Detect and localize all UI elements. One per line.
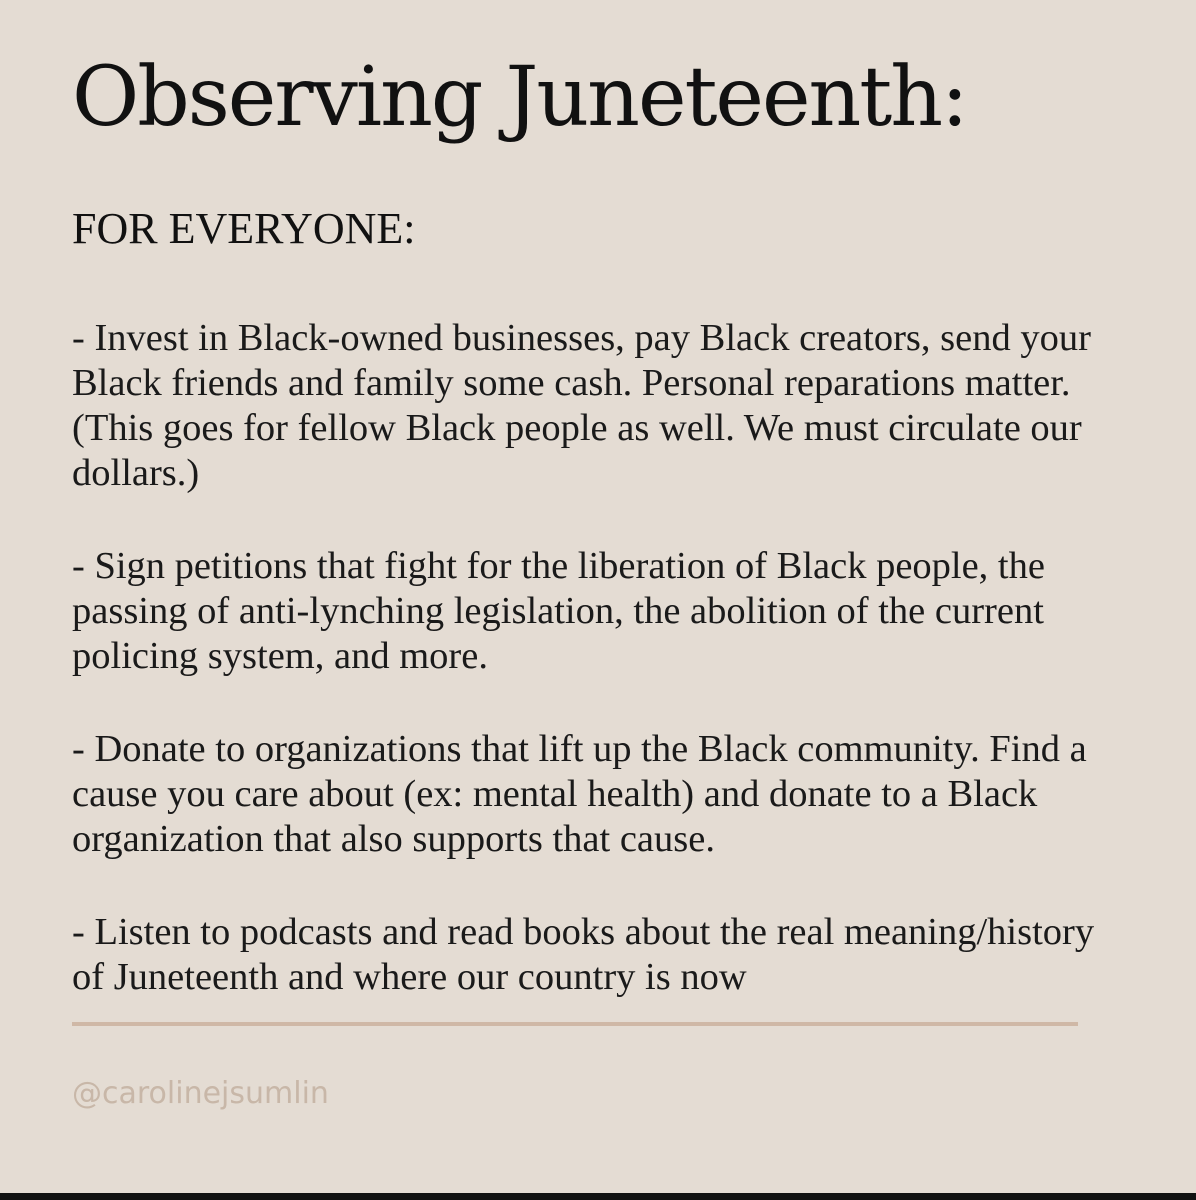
post-title: Observing Juneteenth: <box>72 50 967 145</box>
action-item-invest: - Invest in Black-owned businesses, pay Black creators, send your Black friends and family some cash. Personal reparations matter. (This goes for fellow Black people as well. We must circulate our dollars.) <box>72 317 1091 494</box>
action-list <box>72 316 1132 1048</box>
post-subtitle: FOR EVERYONE: <box>72 204 416 253</box>
author-handle: @carolinejsumlin <box>72 1076 329 1111</box>
bottom-border <box>0 1193 1196 1200</box>
action-item-listen: - Listen to podcasts and read books about the real meaning/history of Juneteenth and where our country is now <box>72 911 1095 998</box>
action-item-donate: - Donate to organizations that lift up the Black community. Find a cause you care about (ex: mental health) and donate to a Black organization that also supports that cause. <box>72 728 1087 860</box>
action-item-petitions: - Sign petitions that fight for the liberation of Black people, the passing of anti-lynching legislation, the abolition of the current policing system, and more. <box>72 545 1045 677</box>
divider <box>72 1022 1078 1026</box>
